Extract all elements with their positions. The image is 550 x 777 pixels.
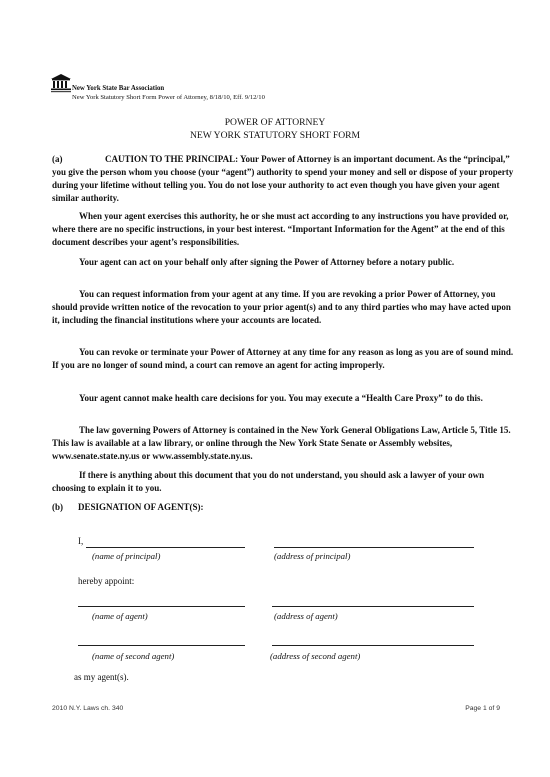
second-agent-name-caption: (name of second agent)	[92, 651, 175, 661]
section-a-paragraph-5: You can revoke or terminate your Power of Attorney at any time for any reason as long as you are of sound mind. If you are no longer of sound mind, a court can remove an agent for acting improperly.	[52, 347, 514, 370]
section-a-letter: (a)	[52, 154, 63, 164]
agent-name-caption: (name of agent)	[92, 611, 148, 621]
section-a-paragraph-8: If there is anything about this document that you do not understand, you should ask a lawyer of your own choosing to explain it to you.	[52, 470, 485, 493]
nysba-logo-icon	[50, 73, 72, 93]
principal-address-caption: (address of principal)	[274, 551, 351, 561]
section-a-paragraph-6: Your agent cannot make health care decisions for you. You may execute a “Health Care Proxy” to do this.	[79, 393, 483, 403]
as-agents-label: as my agent(s).	[74, 672, 129, 682]
second-agent-address-caption: (address of second agent)	[270, 651, 361, 661]
section-a-paragraph-2: When your agent exercises this authority, he or she must act according to any instructions you have provided or, where there are no specific instructions, in your best interest. “Important Information for the Agent” at the end of this document describes your agent’s responsibilities.	[52, 211, 509, 247]
second-agent-address-line[interactable]	[272, 645, 474, 646]
principal-address-line[interactable]	[274, 547, 474, 548]
section-a-paragraph-7: The law governing Powers of Attorney is contained in the New York General Obligations Law, Article 5, Title 15. This law is available at a law library, or online through the New York State Senate or Assembly websites, www.senate.state.ny.us or www.assembly.state.ny.us.	[52, 425, 511, 461]
section-b-heading	[52, 502, 204, 512]
principal-name-caption: (name of principal)	[92, 551, 161, 561]
i-label: I,	[78, 536, 84, 546]
form-version-line: New York Statutory Short Form Power of Attorney, 8/18/10, Eff. 9/12/10	[72, 94, 265, 101]
principal-name-line[interactable]	[86, 547, 245, 548]
footer-citation: 2010 N.Y. Laws ch. 340	[52, 705, 124, 712]
section-b-letter: (b)	[52, 502, 63, 512]
agent-address-caption: (address of agent)	[274, 611, 338, 621]
section-a-paragraph-4: You can request information from your agent at any time. If you are revoking a prior Power of Attorney, you should provide written notice of the revocation to your prior agent(s) and to any third parties who may have acted upon it, including the financial institutions where your accounts are located.	[52, 289, 511, 325]
section-a-caution-paragraph: CAUTION TO THE PRINCIPAL: Your Power of Attorney is an important document. As the “principal,” you give the person whom you choose (your “agent”) authority to spend your money and sell or dispose of your property during your lifetime without telling you. You do not lose your authority to act even though you have given your agent similar authority.	[52, 154, 514, 203]
title-line-1: POWER OF ATTORNEY	[224, 117, 326, 128]
section-a-paragraph-3: Your agent can act on your behalf only after signing the Power of Attorney before a notary public.	[79, 257, 455, 267]
section-b-title: DESIGNATION OF AGENT(S):	[78, 502, 204, 512]
second-agent-name-line[interactable]	[78, 645, 245, 646]
page-number: Page 1 of 9	[465, 705, 500, 712]
agent-name-line[interactable]	[78, 606, 245, 607]
agent-address-line[interactable]	[272, 606, 474, 607]
appoint-label: hereby appoint:	[78, 576, 135, 586]
org-name: New York State Bar Association	[72, 85, 165, 92]
title-line-2: NEW YORK STATUTORY SHORT FORM	[189, 130, 361, 141]
